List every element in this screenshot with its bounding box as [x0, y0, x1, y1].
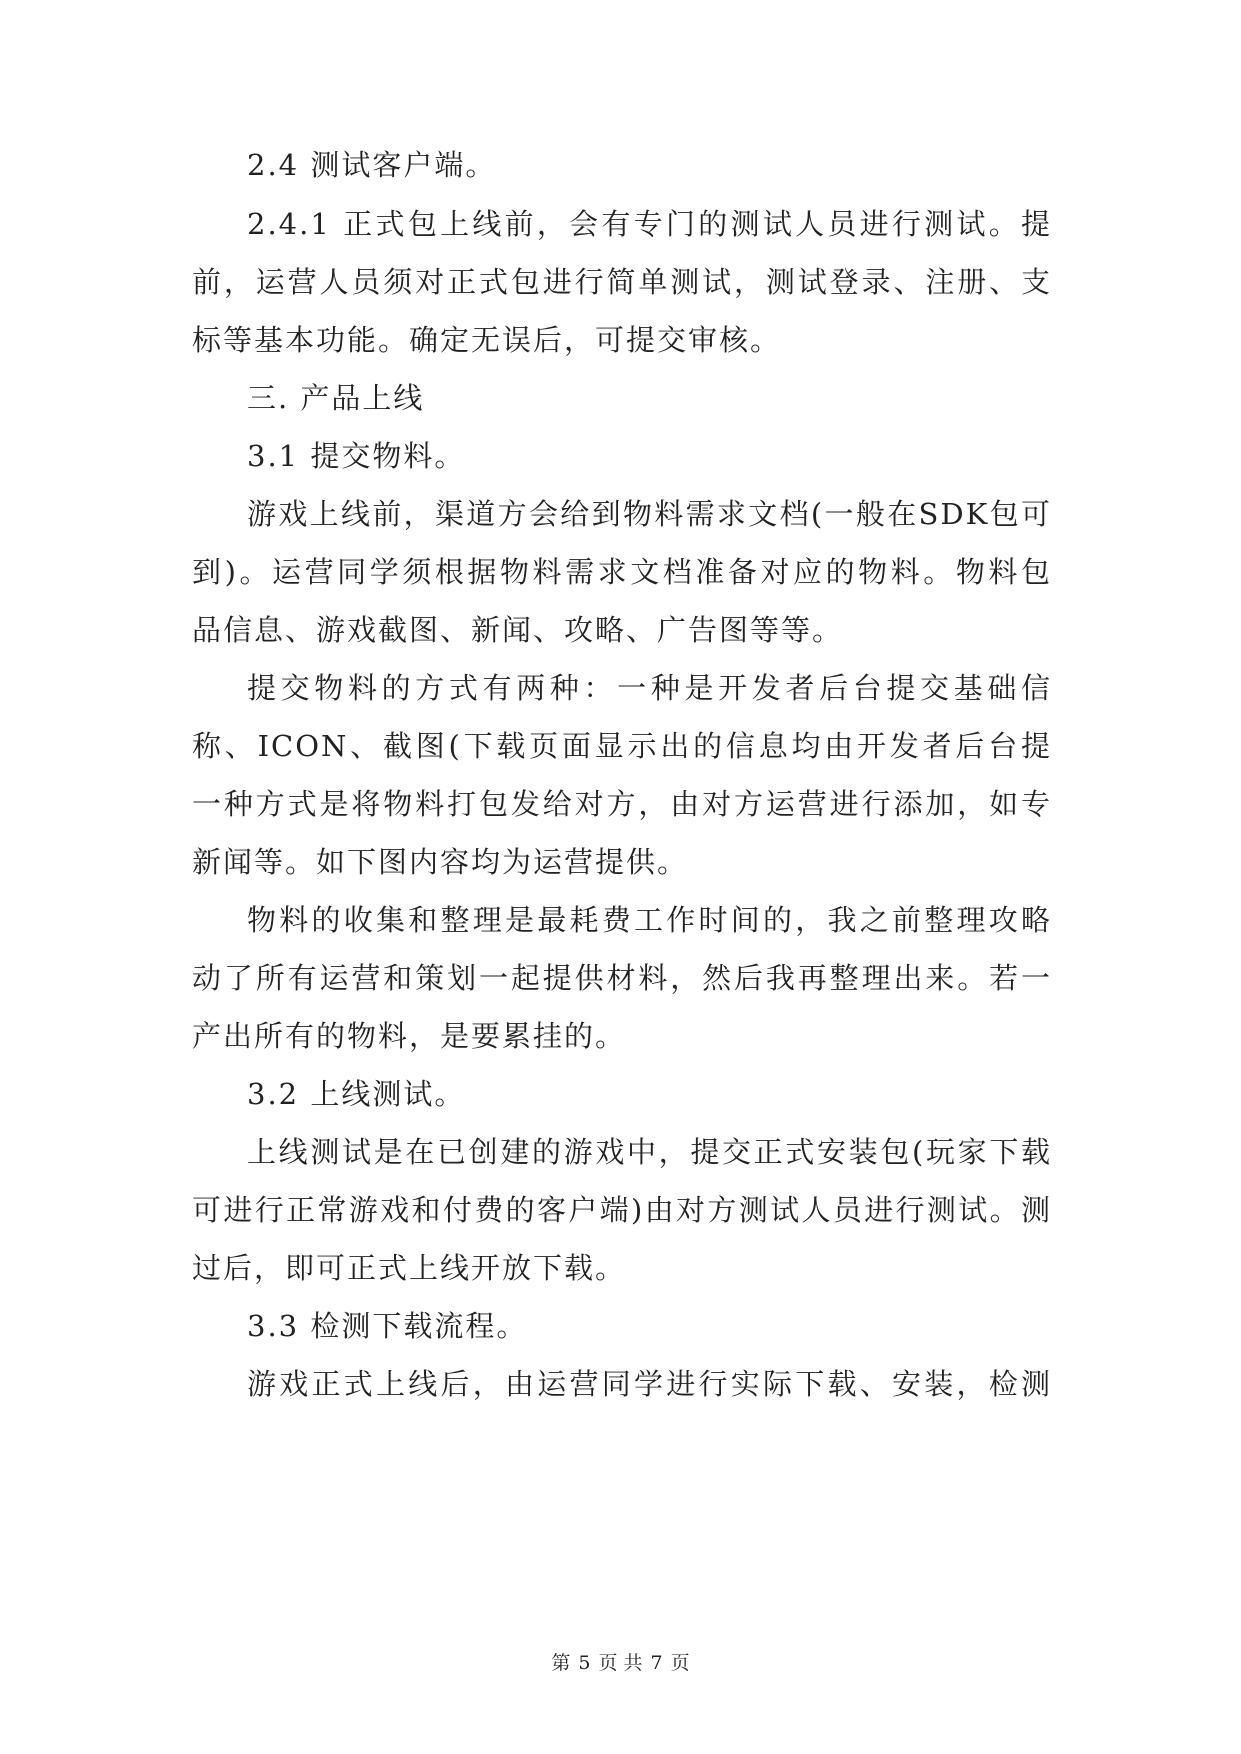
- paragraph-line: 动了所有运营和策划一起提供材料，然后我再整理出来。若一: [192, 961, 1052, 995]
- section-heading-3: 三. 产品上线: [247, 381, 425, 415]
- footer-middle: 页 共: [598, 1652, 643, 1674]
- paragraph-line: 游戏上线前，渠道方会给到物料需求文档(一般在SDK包可: [247, 497, 1052, 531]
- paragraph-line: 到)。运营同学须根据物料需求文档准备对应的物料。物料包: [192, 555, 1052, 589]
- paragraph-line: 新闻等。如下图内容均为运营提供。: [192, 845, 689, 879]
- paragraph-line: 前，运营人员须对正式包进行简单测试，测试登录、注册、支: [192, 265, 1052, 299]
- paragraph-line: 游戏正式上线后，由运营同学进行实际下载、安装，检测: [247, 1367, 1052, 1401]
- paragraph-line: 产出所有的物料，是要累挂的。: [192, 1019, 627, 1053]
- paragraph-line: 物料的收集和整理是最耗费工作时间的，我之前整理攻略: [247, 903, 1052, 937]
- paragraph-line: 一种方式是将物料打包发给对方，由对方运营进行添加，如专: [192, 787, 1052, 821]
- heading-3-1: 3.1 提交物料。: [247, 439, 466, 473]
- paragraph-line: 上线测试是在已创建的游戏中，提交正式安装包(玩家下载: [247, 1135, 1052, 1169]
- paragraph-line: 标等基本功能。确定无误后，可提交审核。: [192, 323, 782, 357]
- paragraph-line: 可进行正常游戏和付费的客户端)由对方测试人员进行测试。测: [192, 1193, 1052, 1227]
- page-footer: [0, 1650, 1241, 1676]
- footer-total-pages: 7: [650, 1652, 663, 1674]
- heading-3-3: 3.3 检测下载流程。: [247, 1309, 528, 1343]
- footer-current-page: 5: [578, 1652, 591, 1674]
- paragraph-line: 品信息、游戏截图、新闻、攻略、广告图等等。: [192, 613, 844, 647]
- footer-suffix: 页: [670, 1652, 690, 1674]
- footer-prefix: 第: [551, 1652, 571, 1674]
- paragraph-line: 称、ICON、截图(下载页面显示出的信息均由开发者后台提: [192, 729, 1052, 763]
- heading-2-4: 2.4 测试客户端。: [247, 148, 497, 182]
- heading-3-2: 3.2 上线测试。: [247, 1077, 466, 1111]
- paragraph-line: 2.4.1 正式包上线前，会有专门的测试人员进行测试。提: [247, 207, 1052, 241]
- paragraph-line: 提交物料的方式有两种：一种是开发者后台提交基础信: [247, 671, 1052, 705]
- paragraph-line: 过后，即可正式上线开放下载。: [192, 1251, 627, 1285]
